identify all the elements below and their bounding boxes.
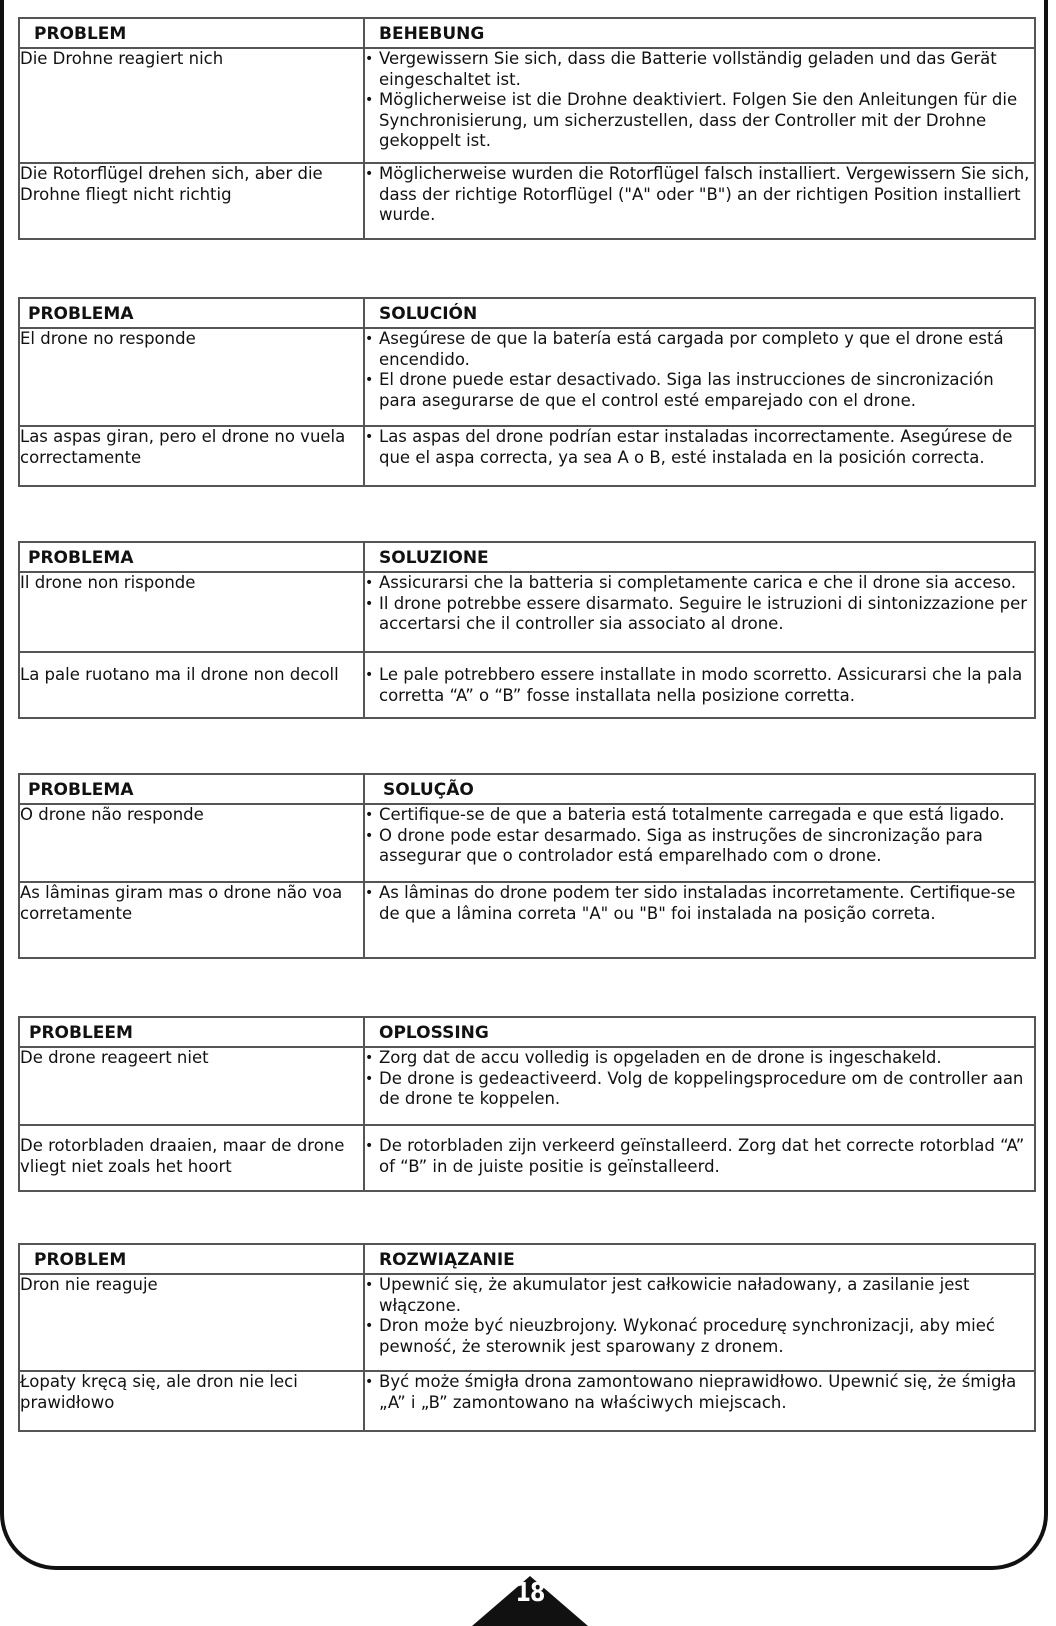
solution-item: • Certifique-se de que a bateria está totalmente carregada e que está ligado. — [365, 805, 1034, 826]
solution-cell — [364, 804, 1035, 882]
solution-cell — [364, 1125, 1035, 1191]
table-row — [19, 804, 1035, 882]
problem-header: PROBLEMA — [19, 298, 364, 328]
table-row — [19, 328, 1035, 426]
problem-cell: Las aspas giran, pero el drone no vuela correctamente — [19, 426, 364, 486]
table-row — [19, 652, 1035, 718]
solution-item: • Asegúrese de que la batería está cargada por completo y que el drone está encendido. — [365, 329, 1034, 370]
solution-cell — [364, 328, 1035, 426]
troubleshooting-table-es — [18, 297, 1036, 487]
solution-item: • Zorg dat de accu volledig is opgeladen en de drone is ingeschakeld. — [365, 1048, 1034, 1069]
troubleshooting-table-pt — [18, 773, 1036, 959]
problem-header: PROBLEM — [19, 1244, 364, 1274]
solution-header: SOLUCIÓN — [364, 298, 1035, 328]
problem-header: PROBLEMA — [19, 774, 364, 804]
table-row — [19, 1371, 1035, 1431]
solution-item: • Le pale potrebbero essere installate in modo scorretto. Assicurarsi che la pala corretta “A” o “B” fosse installata nella posizione corretta. — [365, 665, 1034, 706]
solution-item: • De rotorbladen zijn verkeerd geïnstalleerd. Zorg dat het correcte rotorblad “A” of “B” in de juiste positie is geïnstalleerd. — [365, 1136, 1034, 1177]
solution-item: • Möglicherweise wurden die Rotorflügel falsch installiert. Vergewissern Sie sich, dass der richtige Rotorflügel ("A" oder "B") an der richtigen Position installiert wurde. — [365, 164, 1034, 226]
troubleshooting-table-nl — [18, 1016, 1036, 1192]
solution-item: • Las aspas del drone podrían estar instaladas incorrectamente. Asegúrese de que el aspa correcta, ya sea A o B, esté instalada en la posición correcta. — [365, 427, 1034, 468]
solution-header: ROZWIĄZANIE — [364, 1244, 1035, 1274]
problem-cell: Die Drohne reagiert nich — [19, 48, 364, 163]
troubleshooting-table-de — [18, 17, 1036, 240]
solution-cell — [364, 1047, 1035, 1125]
solution-header: SOLUÇÃO — [364, 774, 1035, 804]
solution-cell — [364, 652, 1035, 718]
solution-cell — [364, 1371, 1035, 1431]
page-number: 18 — [515, 1578, 545, 1608]
solution-item: • Upewnić się, że akumulator jest całkowicie naładowany, a zasilanie jest włączone. — [365, 1275, 1034, 1316]
table-row — [19, 1274, 1035, 1371]
solution-item: • El drone puede estar desactivado. Siga las instrucciones de sincronización para asegurarse de que el control esté emparejado con el drone. — [365, 370, 1034, 411]
solution-item: • Być może śmigła drona zamontowano nieprawidłowo. Upewnić się, że śmigła „A” i „B” zamontowano na właściwych miejscach. — [365, 1372, 1034, 1413]
solution-item: • Möglicherweise ist die Drohne deaktiviert. Folgen Sie den Anleitungen für die Synchronisierung, um sicherzustellen, dass der Controller mit der Drohne gekoppelt ist. — [365, 90, 1034, 152]
problem-cell: De rotorbladen draaien, maar de drone vliegt niet zoals het hoort — [19, 1125, 364, 1191]
solution-item: • Dron może być nieuzbrojony. Wykonać procedurę synchronizacji, aby mieć pewność, że sterownik jest sparowany z dronem. — [365, 1316, 1034, 1357]
problem-cell: Dron nie reaguje — [19, 1274, 364, 1371]
problem-header: PROBLEEM — [19, 1017, 364, 1047]
troubleshooting-table-it — [18, 541, 1036, 719]
solution-item: • Vergewissern Sie sich, dass die Batterie vollständig geladen und das Gerät eingeschaltet ist. — [365, 49, 1034, 90]
table-row — [19, 163, 1035, 239]
problem-cell: Łopaty kręcą się, ale dron nie leci prawidłowo — [19, 1371, 364, 1431]
solution-header: BEHEBUNG — [364, 18, 1035, 48]
table-row — [19, 426, 1035, 486]
troubleshooting-table-pl — [18, 1243, 1036, 1432]
problem-cell: O drone não responde — [19, 804, 364, 882]
table-row — [19, 48, 1035, 163]
solution-item: • De drone is gedeactiveerd. Volg de koppelingsprocedure om de controller aan de drone te koppelen. — [365, 1069, 1034, 1110]
table-row — [19, 1125, 1035, 1191]
solution-cell — [364, 163, 1035, 239]
table-row — [19, 572, 1035, 652]
solution-header: SOLUZIONE — [364, 542, 1035, 572]
table-row — [19, 882, 1035, 958]
solution-item: • As lâminas do drone podem ter sido instaladas incorretamente. Certifique-se de que a lâmina correta "A" ou "B" foi instalada na posição correta. — [365, 883, 1034, 924]
solution-cell — [364, 572, 1035, 652]
solution-cell — [364, 48, 1035, 163]
problem-header: PROBLEM — [19, 18, 364, 48]
problem-cell: La pale ruotano ma il drone non decoll — [19, 652, 364, 718]
problem-header: PROBLEMA — [19, 542, 364, 572]
solution-cell — [364, 1274, 1035, 1371]
table-row — [19, 1047, 1035, 1125]
solution-cell — [364, 426, 1035, 486]
problem-cell: De drone reageert niet — [19, 1047, 364, 1125]
problem-cell: El drone no responde — [19, 328, 364, 426]
problem-cell: Il drone non risponde — [19, 572, 364, 652]
solution-header: OPLOSSING — [364, 1017, 1035, 1047]
problem-cell: As lâminas giram mas o drone não voa corretamente — [19, 882, 364, 958]
solution-item: • O drone pode estar desarmado. Siga as instruções de sincronização para assegurar que o controlador está emparelhado com o drone. — [365, 826, 1034, 867]
solution-item: • Il drone potrebbe essere disarmato. Seguire le istruzioni di sintonizzazione per accertarsi che il controller sia associato al drone. — [365, 594, 1034, 635]
solution-cell — [364, 882, 1035, 958]
solution-item: • Assicurarsi che la batteria si completamente carica e che il drone sia acceso. — [365, 573, 1034, 594]
problem-cell: Die Rotorflügel drehen sich, aber die Drohne fliegt nicht richtig — [19, 163, 364, 239]
